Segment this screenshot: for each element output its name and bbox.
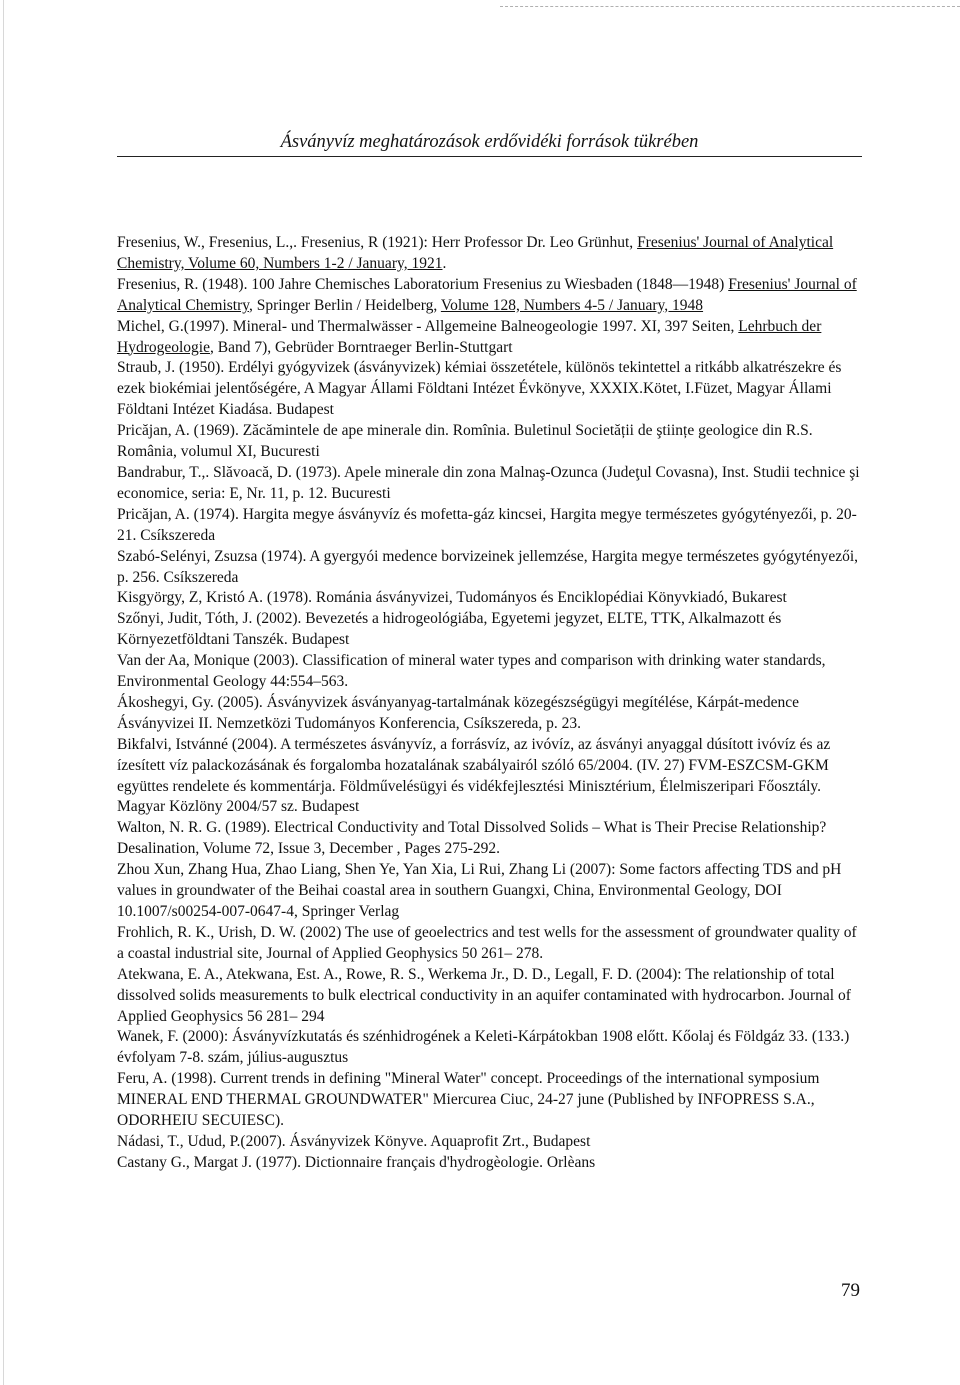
header-rule: [117, 156, 862, 157]
scan-top-rule: [500, 6, 960, 7]
reference-atekwana-2004: Atekwana, E. A., Atekwana, Est. A., Rowe, R. S., Werkema Jr., D. D., Legall, F. D. (2004): The relationship of total dissolved solids measurements to bulk electrical conductivity in an aquifer contaminated with hydrocarbon. Journal of Applied Geophysics 56 281– 294: [117, 965, 851, 1025]
reference-wanek-2000: Wanek, F. (2000): Ásványvízkutatás és szénhidrogének a Keleti-Kárpátokban 1908 előtt. Kőolaj és Földgáz 33. (133.) évfolyam 7-8. szám, július-augusztus: [117, 1028, 850, 1067]
scan-left-edge: [3, 0, 4, 1385]
reference-bandrabur-1973: Bandrabur, T.,. Slăvoacă, D. (1973). Apele minerale din zona Malnaş-Ozunca (Judeţul Covasna), Inst. Studii technice şi economice, seria: E, Nr. 11, p. 12. Bucuresti: [117, 463, 860, 502]
reference-series-link[interactable]: Lehrbuch der Hydrogeologie: [117, 317, 822, 356]
reference-list: [117, 233, 861, 1174]
reference-volume-link[interactable]: Volume 128, Numbers 4-5 / January, 1948: [440, 296, 704, 314]
reference-walton-1989: Walton, N. R. G. (1989). Electrical Conductivity and Total Dissolved Solids – What is Their Precise Relationship? Desalination, Volume 72, Issue 3, December , Pages 275-292.: [117, 819, 827, 858]
reference-journal-link[interactable]: Fresenius' Journal of Analytical Chemistry, Volume 60, Numbers 1-2 / January, 1921: [117, 234, 834, 272]
reference-fresenius-1921: [117, 233, 861, 275]
reference-straub-1950: Straub, J. (1950). Erdélyi gyógyvizek (ásványvizek) kémiai összetétele, különös tekintettel a ritkább alkatrészekre és ezek biokémiai jelentőségére, A Magyar Állami Földtani Intézet Évkönyve, XXXIX.Kötet, I.Füzet, Magyar Állami Földtani Intézet Kiadása. Budapest: [117, 359, 842, 419]
reference-michel-1997: [117, 317, 861, 359]
reference-frohlich-2002: Frohlich, R. K., Urish, D. W. (2002) The use of geoelectrics and test wells for the assessment of groundwater quality of a coastal industrial site, Journal of Applied Geophysics 50 261– 278.: [117, 923, 857, 962]
reference-kisgyorgy-1978: Kisgyörgy, Z, Kristó A. (1978). Románia ásványvizei, Tudományos és Enciklopédiai Könyvkiadó, Bukarest: [117, 589, 787, 607]
reference-zhou-2007: Zhou Xun, Zhang Hua, Zhao Liang, Shen Ye, Yan Xia, Li Rui, Zhang Li (2007): Some factors affecting TDS and pH values in groundwater of the Beihai coastal area in southern Guangxi, China, Environmental Geology, DOI 10.1007/s00254-007-0647-4, Springer Verlag: [117, 861, 842, 920]
reference-journal-link[interactable]: Fresenius' Journal of Analytical Chemistry: [117, 275, 857, 314]
reference-akoshegyi-2005: Ákoshegyi, Gy. (2005). Ásványvizek ásványanyag-tartalmának közegészségügyi megítélése, Kárpát-medence Ásványvizei II. Nemzetközi Tudományos Konferencia, Csíkszereda, p. 23.: [117, 693, 800, 732]
reference-nadasi-2007: Nádasi, T., Udud, P.(2007). Ásványvizek Könyve. Aquaprofit Zrt., Budapest: [117, 1132, 591, 1150]
reference-bikfalvi-2004: Bikfalvi, Istvánné (2004). A természetes ásványvíz, a forrásvíz, az ivóvíz, az ásványi anyaggal dúsított ivóvíz és az ízesített víz palackozásának és forgalomba hozatalának szabályairól szóló 65/2004. (IV. 27) FVM-ESZCSM-GKM együttes rendelete és kommentárja. Földművelésügyi és vidékfejlesztési Minisztérium, Élelmiszeripari Főosztály. Magyar Közlöny 2004/57 sz. Budapest: [117, 735, 831, 816]
reference-van-der-aa-2003: Van der Aa, Monique (2003). Classification of mineral water types and comparison with drinking water standards, Environmental Geology 44:554–563.: [117, 652, 826, 691]
reference-text: Fresenius, W., Fresenius, L.,. Fresenius, R (1921): Herr Professor Dr. Leo Grünhut,: [117, 234, 638, 251]
reference-text: , Springer Berlin / Heidelberg,: [249, 296, 441, 314]
reference-pricajan-1974: Pricăjan, A. (1974). Hargita megye ásványvíz és mofetta-gáz kincsei, Hargita megye természetes gyógytényezői, p. 20-21. Csíkszereda: [117, 505, 857, 544]
reference-text: , Band 7), Gebrüder Borntraeger Berlin-Stuttgart: [209, 338, 513, 356]
reference-feru-1998: Feru, A. (1998). Current trends in defining "Mineral Water" concept. Proceedings of the international symposium MINERAL END THERMAL GROUNDWATER" Miercurea Ciuc, 24-27 june (Published by INFOPRESS S.A., ODORHEIU SECUIESC).: [117, 1070, 820, 1130]
reference-text: .: [442, 254, 447, 272]
reference-text: Michel, G.(1997). Mineral- und Thermalwässer - Allgemeine Balneogeologie 1997. XI, 397 Seiten,: [117, 317, 739, 335]
reference-castany-1977: Castany G., Margat J. (1977). Dictionnaire français d'hydrogèologie. Orlèans: [117, 1153, 596, 1171]
reference-text: Fresenius, R. (1948). 100 Jahre Chemisches Laboratorium Fresenius zu Wiesbaden (1848—1948): [117, 275, 729, 293]
reference-szabo-selenyi-1974: Szabó-Selényi, Zsuzsa (1974). A gyergyói medence borvizeinek jellemzése, Hargita megye természetes gyógytényezői, p. 256. Csíkszereda: [117, 547, 859, 586]
reference-szonyi-2002: Szőnyi, Judit, Tóth, J. (2002). Bevezetés a hidrogeológiába, Egyetemi jegyzet, ELTE, TTK, Alkalmazott és Környezetföldtani Tanszék. Budapest: [117, 610, 782, 649]
running-header: Ásványvíz meghatározások erdővidéki források tükrében: [280, 132, 699, 152]
page-number: 79: [841, 1280, 860, 1301]
reference-pricajan-1969: Pricăjan, A. (1969). Zăcămintele de ape minerale din. Romînia. Buletinul Societății de ştiințe geologice din R.S. România, volumul XI, Bucuresti: [117, 422, 813, 461]
reference-fresenius-1948: [117, 275, 861, 317]
